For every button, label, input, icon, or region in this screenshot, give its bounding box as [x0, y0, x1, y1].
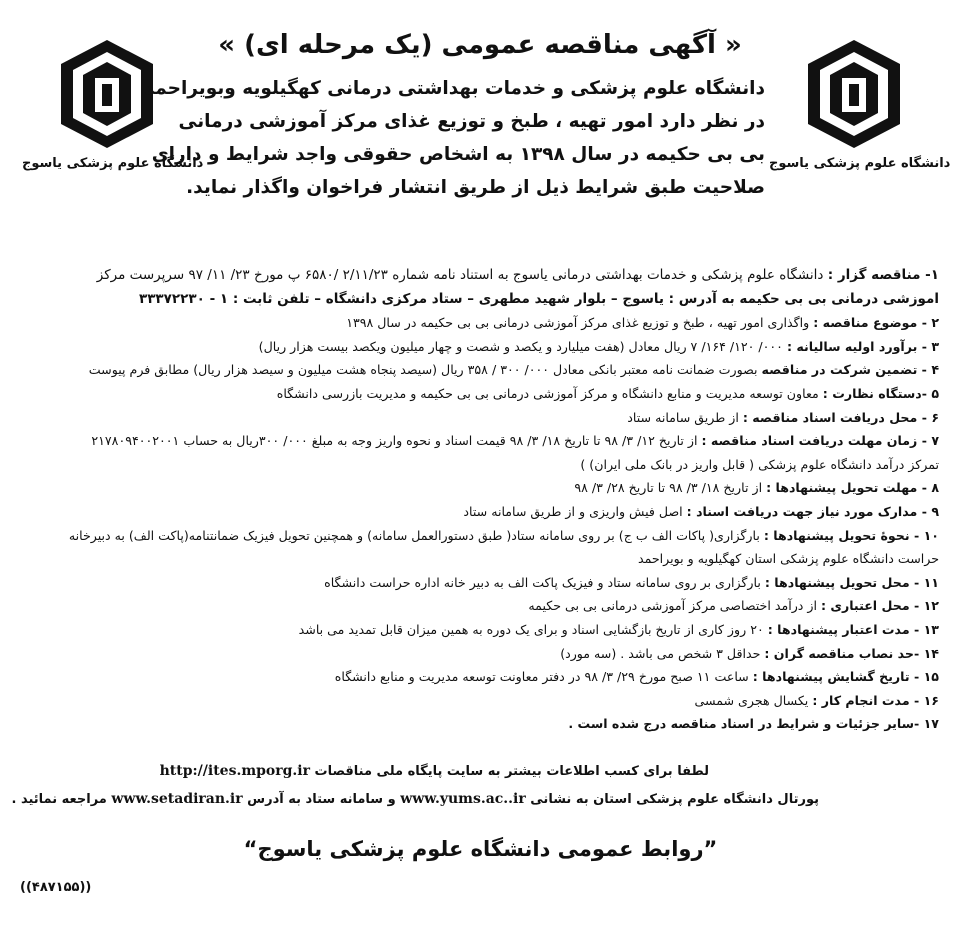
- item-label: ۶ - محل دریافت اسناد مناقصه :: [742, 409, 939, 425]
- header-line: صلاحیت طبق شرایط ذیل از طریق انتشار فراخوان واگذار نماید.: [186, 177, 765, 198]
- item-label: ۷ - زمان مهلت دریافت اسناد مناقصه :: [701, 433, 939, 449]
- item-label: ۱۷ -سایر جزئیات و شرایط در اسناد مناقصه درج شده است .: [568, 716, 939, 732]
- list-item: [24, 712, 939, 736]
- header-line: در نظر دارد امور تهیه ، طبخ و توزیع غذای مرکز آموزشی درمانی: [178, 111, 765, 132]
- item-label: ۱۵ - تاریخ گشایش پیشنهادها :: [752, 669, 939, 685]
- list-item: [24, 594, 939, 618]
- item-text: واگذاری امور تهیه ، طبخ و توزیع غذای مرکز آموزشی درمانی بی بی حکیمه در سال ۱۳۹۸: [346, 315, 814, 331]
- item-text: حداقل ۳ شخص می باشد . (سه مورد): [560, 645, 765, 661]
- list-item: [24, 358, 939, 382]
- logo-right: [769, 38, 951, 171]
- list-item: [24, 429, 939, 476]
- footer-text: مراجعه نمائید .: [11, 792, 107, 807]
- item-text: یکسال هجری شمسی: [694, 692, 813, 708]
- item-continuation: اموزشی درمانی بی بی حکیمه به آدرس : یاسوج – بلوار شهید مطهری – ستاد مرکزی دانشگاه – تلفن ثابت : ۱ - ۳۳۳۷۲۲۳۰: [138, 290, 939, 307]
- item-label: ۱۲ - محل اعتباری :: [820, 598, 939, 614]
- header-line: دانشگاه علوم پزشکی و خدمات بهداشتی درمانی کهگیلویه وبویراحمد: [144, 78, 765, 99]
- item-label: ۴ - تضمین شرکت در مناقصه: [761, 362, 939, 378]
- list-item: [24, 406, 939, 430]
- item-label: ۱۱ - محل تحویل پیشنهادها :: [764, 574, 939, 590]
- item-text: بصورت ضمانت نامه معتبر بانکی معادل ۰۰۰/ ۳۰۰ / ۳۵۸ ریال (سیصد پنجاه هشت میلیون و سیصد هزار ریال) مطابق فرم پیوست: [88, 362, 762, 378]
- item-text: از درآمد اختصاصی مرکز آموزشی درمانی بی بی حکیمه: [528, 598, 821, 614]
- item-text: از تاریخ ۱۸/ ۳/ ۹۸ تا تاریخ ۲۸/ ۳/ ۹۸: [574, 480, 767, 496]
- list-item: [24, 500, 939, 524]
- logo-right-caption: دانشگاه علوم پزشکی یاسوج: [769, 156, 951, 171]
- announcement-header: [144, 28, 765, 204]
- item-label: ۱- مناقصه گزار :: [827, 267, 939, 283]
- university-portal-link[interactable]: www.yums.ac..ir: [400, 791, 526, 807]
- item-text: از طریق سامانه ستاد: [627, 409, 743, 425]
- setad-system-link[interactable]: www.setadiran.ir: [111, 791, 243, 807]
- list-item: [24, 476, 939, 500]
- announcement-title: « آگهی مناقصه عمومی (یک مرحله ای) »: [218, 30, 742, 60]
- footer-text: و سامانه ستاد به آدرس: [247, 792, 396, 807]
- university-emblem-icon: [804, 38, 904, 150]
- item-text: ۰۰۰/ ۱۲۰/ ۱۶۴/ ۷ ریال معادل (هفت میلیارد و یکصد و شصت و چهار میلیون ویکصد بیست هزار ریال): [258, 338, 787, 354]
- footer-line-2: [11, 791, 939, 807]
- list-item: [24, 689, 939, 713]
- item-text: اصل فیش واریزی و از طریق سامانه ستاد: [463, 503, 687, 519]
- item-text: معاون توسعه مدیریت و منابع دانشگاه و مرکز آموزشی درمانی بی بی حکیمه و مدیریت بازرسی دانشگاه: [276, 385, 823, 401]
- list-item: [24, 335, 939, 359]
- list-item: [24, 311, 939, 335]
- list-item: [24, 642, 939, 666]
- item-label: ۲ - موضوع مناقصه :: [813, 315, 939, 331]
- list-item: [24, 264, 939, 311]
- item-text: دانشگاه علوم پزشکی و خدمات بهداشتی درمانی یاسوج به استناد نامه شماره ۲/۱۱/۲۳ /۶۵۸۰ پ مورخ ۲۳/ ۱۱/ ۹۷ سرپرست مرکز: [96, 267, 828, 283]
- item-text: از تاریخ ۱۲/ ۳/ ۹۸ تا تاریخ ۱۸/ ۳/ ۹۸ قیمت اسناد و نحوه واریز وجه به مبلغ ۰۰۰/ ۳۰۰ریال به حساب ۲۱۷۸۰۹۴۰۰۲۰۰۱: [91, 433, 702, 449]
- item-label: ۳ - برآورد اولیه سالیانه :: [786, 338, 939, 354]
- item-label: ۵ -دستگاه نظارت :: [822, 385, 939, 401]
- public-relations-signature: ”روابط عمومی دانشگاه علوم پزشکی یاسوج“: [243, 837, 718, 861]
- item-continuation: تمرکز درآمد دانشگاه علوم پزشکی ( قابل واریز در بانک ملی ایران) ): [580, 456, 939, 472]
- item-text: بارگزاری( پاکات الف ب ج) بر روی سامانه ستاد( طبق دستورالعمل سامانه) و همچنین تحویل فیزیک ضمانتنامه(پاکت الف) به دبیرخانه: [68, 527, 764, 543]
- item-label: ۱۶ - مدت انجام کار :: [812, 692, 939, 708]
- footer-line-1: [24, 763, 939, 779]
- item-label: ۸ - مهلت تحویل پیشنهادها :: [766, 480, 939, 496]
- list-item: [24, 665, 939, 689]
- header-line: بی بی حکیمه در سال ۱۳۹۸ به اشخاص حقوقی واجد شرایط و دارای: [151, 144, 765, 165]
- ad-code: ((۴۸۷۱۵۵)): [20, 880, 92, 895]
- list-item: [24, 524, 939, 571]
- item-text: ساعت ۱۱ صبح مورخ ۲۹/ ۳/ ۹۸ در دفتر معاونت توسعه مدیریت و منابع دانشگاه: [334, 669, 753, 685]
- university-emblem-icon: [57, 38, 157, 150]
- footer-text: لطفا برای کسب اطلاعات بیشتر به سایت پایگاه ملی مناقصات: [314, 764, 709, 779]
- tender-conditions-list: [24, 264, 939, 736]
- list-item: [24, 571, 939, 595]
- item-continuation: حراست دانشگاه علوم پزشکی استان کهگیلویه و بویراحمد: [637, 551, 939, 567]
- item-label: ۱۴ -حد نصاب مناقصه گران :: [764, 645, 939, 661]
- footer-text: پورتال دانشگاه علوم پزشکی استان به نشانی: [530, 792, 819, 807]
- item-label: ۱۰ - نحوهٔ تحویل پیشنهادها :: [763, 527, 939, 543]
- logo-left-caption: دانشگاه علوم پزشکی یاسوج: [22, 156, 204, 171]
- item-label: ۹ - مدارک مورد نیاز جهت دریافت اسناد :: [686, 503, 939, 519]
- item-text: بارگزاری بر روی سامانه ستاد و فیزیک پاکت الف به دبیر خانه اداره حراست دانشگاه: [324, 574, 765, 590]
- item-text: ۲۰ روز کاری از تاریخ بازگشایی اسناد و برای یک دوره به همین میزان قابل تمدید می باشد: [298, 621, 768, 637]
- list-item: [24, 382, 939, 406]
- list-item: [24, 618, 939, 642]
- national-tenders-link[interactable]: http://ites.mporg.ir: [159, 763, 310, 779]
- item-label: ۱۳ - مدت اعتبار پیشنهادها :: [767, 621, 939, 637]
